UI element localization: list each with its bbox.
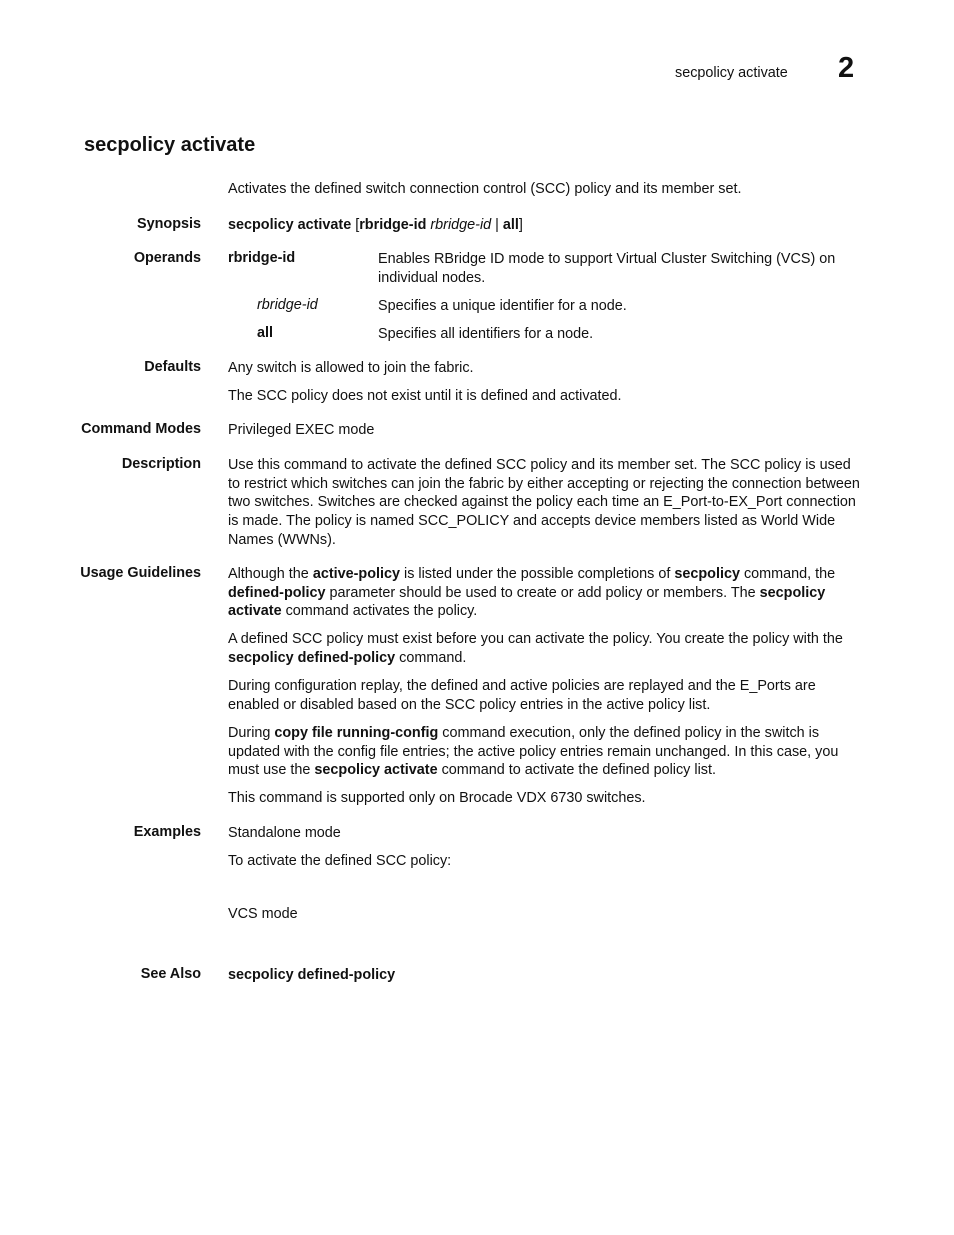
description-text: Use this command to activate the defined SCC policy and its member set. The SCC policy is used to restrict which switches can join the fabric by either accepting or rejecting the connection between two switches. Switches are checked against the policy each time an E_Port-to-EX_Port connection is made. The policy is named SCC_POLICY and accepts device members listed as World Wide Names (WWNs). <box>228 457 860 548</box>
see-also-label: See Also <box>140 966 201 982</box>
operand-rbridge-id-value-desc: Specifies a unique identifier for a node. <box>378 298 627 314</box>
see-also-link[interactable]: secpolicy defined-policy <box>228 967 396 983</box>
operand-rbridge-id: rbridge-id <box>228 250 296 266</box>
operand-all-desc: Specifies all identifiers for a node. <box>378 326 594 342</box>
synopsis-close-bracket: ] <box>518 217 523 233</box>
examples-vcs-mode: VCS mode <box>228 906 298 922</box>
operand-rbridge-id-value: rbridge-id <box>257 297 318 313</box>
operands-label: Operands <box>133 250 201 266</box>
synopsis-label: Synopsis <box>137 216 201 232</box>
running-header-title: secpolicy activate <box>675 65 788 81</box>
operand-all: all <box>257 325 273 341</box>
usage-paragraph-2: A defined SCC policy must exist before you can activate the policy. You create the policy with the secpolicy defined-policy command. <box>228 631 843 666</box>
examples-label: Examples <box>133 824 201 840</box>
synopsis-open-bracket: [ <box>355 217 360 233</box>
defaults-label: Defaults <box>144 359 201 375</box>
examples-standalone-mode: Standalone mode <box>228 825 341 841</box>
synopsis-separator: | <box>495 217 499 233</box>
defaults-text-1: Any switch is allowed to join the fabric. <box>228 360 474 376</box>
chapter-number: 2 <box>838 52 855 84</box>
command-modes-text: Privileged EXEC mode <box>228 422 375 438</box>
synopsis-all: all <box>502 217 519 233</box>
synopsis-operand: rbridge-id <box>359 217 427 233</box>
usage-paragraph-4: During copy file running-config command execution, only the defined policy in the switch is updated with the config file entries; the active policy entries remain unchanged. In this case, you must use the secpolicy activate command to activate the defined policy list. <box>228 725 839 779</box>
usage-paragraph-5: This command is supported only on Brocade VDX 6730 switches. <box>228 790 646 806</box>
synopsis-operand-value: rbridge-id <box>430 217 492 233</box>
examples-activate-text: To activate the defined SCC policy: <box>228 853 452 869</box>
synopsis-command: secpolicy activate <box>228 217 352 233</box>
usage-guidelines-label: Usage Guidelines <box>80 565 201 581</box>
page-title: secpolicy activate <box>84 134 256 156</box>
usage-paragraph-3: During configuration replay, the defined and active policies are replayed and the E_Ports are enabled or disabled based on the SCC policy entries in the active policy list. <box>228 678 816 713</box>
description-label: Description <box>121 456 201 472</box>
command-modes-label: Command Modes <box>81 421 201 437</box>
defaults-text-2: The SCC policy does not exist until it is defined and activated. <box>228 388 622 404</box>
operand-rbridge-id-desc: Enables RBridge ID mode to support Virtual Cluster Switching (VCS) on individual nodes. <box>378 251 836 286</box>
synopsis-text <box>228 216 868 235</box>
usage-paragraph-1: Although the active-policy is listed under the possible completions of secpolicy command, the defined-policy parameter should be used to create or add policy or members. The secpolicy activate command activates the policy. <box>228 566 836 620</box>
intro-text: Activates the defined switch connection control (SCC) policy and its member set. <box>228 181 742 197</box>
